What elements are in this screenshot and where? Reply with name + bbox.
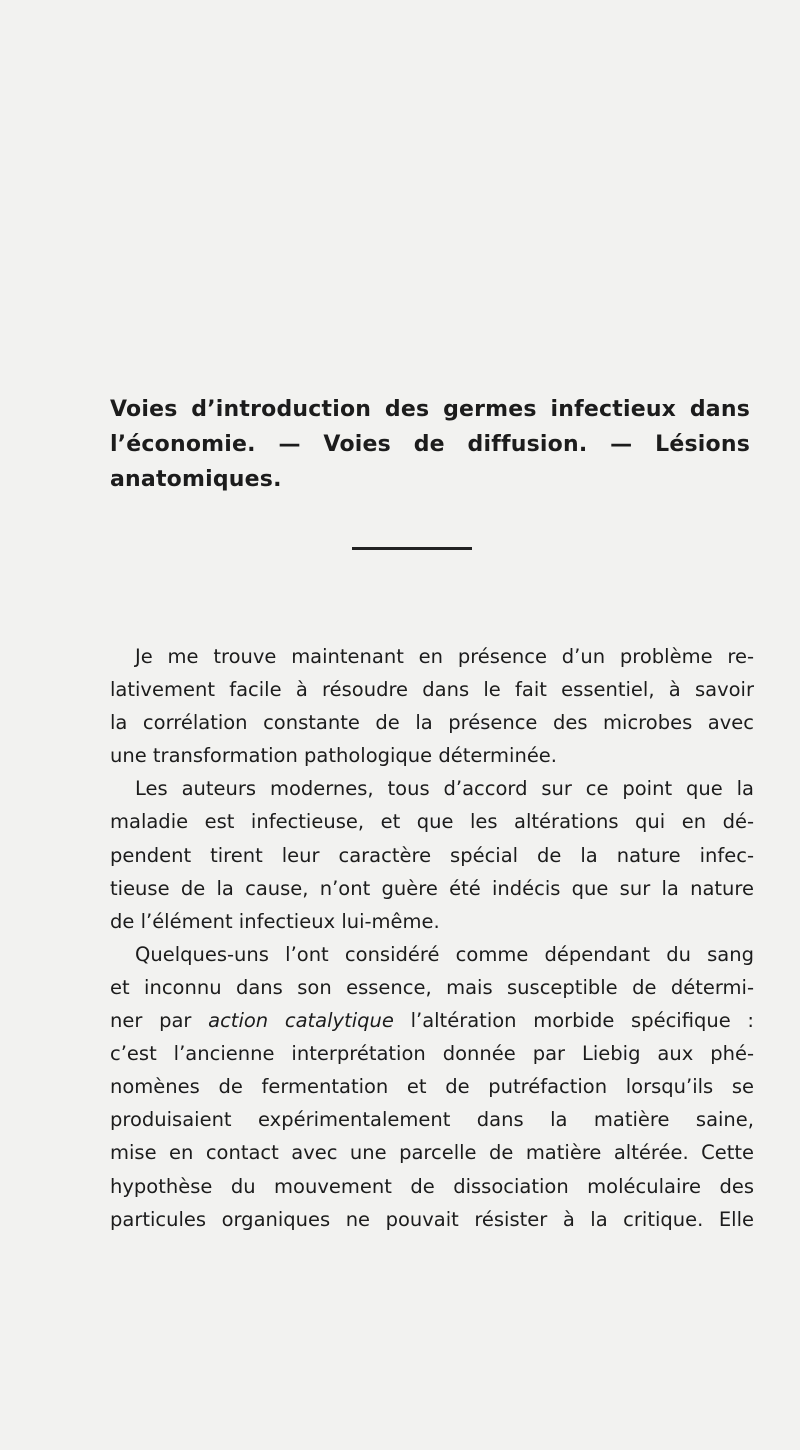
text-line: Je me trouve maintenant en présence d’un problème re-	[135, 645, 754, 668]
heading-line-2: l’économie. — Voies de diffusion. — Lésions	[110, 432, 750, 457]
text-line: la corrélation constante de la présence des microbes avec	[110, 711, 754, 735]
body-text	[110, 640, 754, 1236]
text-line-with-italic	[110, 1004, 754, 1037]
text-segment: ner par	[110, 1009, 192, 1033]
text-line: Quelques-uns l’ont considéré comme dépendant du sang	[135, 942, 754, 966]
text-line: hypothèse du mouvement de dissociation moléculaire des	[110, 1174, 754, 1198]
italic-term: action catalytique	[208, 1009, 394, 1033]
text-line: tieuse de la cause, n’ont guère été indécis que sur la nature	[110, 876, 754, 900]
text-line: nomènes de fermentation et de putréfaction lorsqu’ils se	[110, 1075, 754, 1099]
section-divider	[352, 547, 472, 550]
text-segment: l’altération morbide spécifique :	[410, 1009, 754, 1033]
text-line: Les auteurs modernes, tous d’accord sur ce point que la	[135, 777, 754, 801]
heading-line-1: Voies d’introduction des germes infectieux dans	[110, 397, 750, 422]
text-line: de l’élément infectieux lui-même.	[110, 909, 440, 933]
text-line: pendent tirent leur caractère spécial de la nature infec-	[110, 843, 754, 867]
text-line: maladie est infectieuse, et que les altérations qui en dé-	[110, 810, 754, 834]
text-line: produisaient expérimentalement dans la matière saine,	[110, 1108, 754, 1132]
section-heading	[110, 392, 750, 497]
heading-line-3: anatomiques.	[110, 467, 282, 492]
text-line: particules organiques ne pouvait résister à la critique. Elle	[110, 1207, 754, 1231]
text-line: et inconnu dans son essence, mais susceptible de détermi-	[110, 975, 754, 999]
text-line: mise en contact avec une parcelle de matière altérée. Cette	[110, 1141, 754, 1165]
text-line: lativement facile à résoudre dans le fait essentiel, à savoir	[110, 678, 754, 702]
text-line: une transformation pathologique déterminée.	[110, 744, 558, 768]
text-line: c’est l’ancienne interprétation donnée par Liebig aux phé-	[110, 1042, 754, 1066]
